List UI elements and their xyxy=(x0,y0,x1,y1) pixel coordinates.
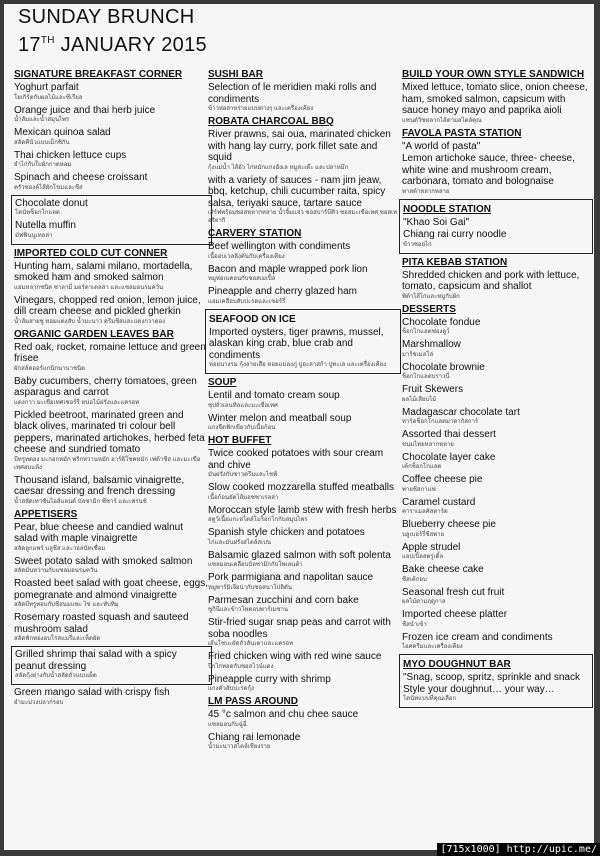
menu-item-thai: บีทรูทดอง มะกอกหมัก พริกหวานหมัก อาร์ติโชคหมัก เฟต้าชีส และมะเขือเทศอบแห้ง xyxy=(14,456,201,471)
menu-item: Winter melon and meatball soup xyxy=(208,412,352,424)
menu-item: Marshmallow xyxy=(402,339,461,350)
menu-item-thai: สลัดบีทรูทอบกับชีสนมแพะ ไข่ และทับทิม xyxy=(14,602,119,608)
section-heading: FAVOLA PASTA STATION xyxy=(402,127,522,139)
section-heading: DESSERTS xyxy=(402,303,456,315)
menu-item-thai: ไอศครีมและเครื่องเคียง xyxy=(402,644,463,650)
menu-item: Lentil and tomato cream soup xyxy=(208,390,340,401)
menu-item-thai: มัฟฟินนูเทลล่า xyxy=(15,232,53,239)
title-month-year: JANUARY 2015 xyxy=(60,34,207,56)
menu-item-thai: พิต้าไส้ไก่และหมูกับผัก xyxy=(402,293,460,300)
menu-item-thai: ผักสลัดออร์แกนิกนานาชนิด xyxy=(14,365,86,372)
menu-item-thai: น้ำมะนาวสไตล์เชียงราย xyxy=(208,744,271,750)
menu-item-thai: ปีกไก่ทอดกับซอสไวน์แดง xyxy=(208,663,274,670)
menu-item: Roasted beet salad with goat cheese, eggs, pomegranate and almond vinaigrette xyxy=(14,578,209,601)
menu-item-thai: ผลไม้เสียบไม้ xyxy=(402,396,437,403)
menu-item-thai: แฮมหลากชนิด ซาลามี่ มอร์ตาเดลล่า และแซลมอนรมควัน xyxy=(14,284,164,291)
section-heading: SOUP xyxy=(208,377,237,388)
menu-item-thai: ผลไม้ตามฤดูกาล xyxy=(402,599,446,605)
menu-item-thai: พาสต้าหลากหลาย xyxy=(402,188,450,195)
menu-item-thai: สลัดฟักทองอบโรสแมรี่และเห็ดผัด xyxy=(14,636,101,642)
menu-item: Imported cheese platter xyxy=(402,609,508,620)
menu-item-thai: แฮมเคลือบสับปะรดและเชอร์รี่ xyxy=(208,298,286,305)
menu-item-thai: ชีสนำเข้า xyxy=(402,621,427,628)
menu-item: "Khao Soi Gai" xyxy=(403,216,470,228)
menu-item-thai: แกงคั่วสับปะรดกุ้ง xyxy=(208,686,254,692)
menu-item: Seasonal fresh cut fruit xyxy=(402,586,505,598)
menu-item-thai: สลัดมันหวานกับแซลมอนรมควัน xyxy=(14,568,98,574)
menu-item-thai: สตูว์เนื้อแกะสไตล์โมร็อกโกกับสมุนไพร xyxy=(208,517,308,523)
menu-item: Rosemary roasted squash and sauteed mushroom salad xyxy=(14,612,189,635)
menu-item-thai: มันฝรั่งกับซาวครีมและไชฟ์ xyxy=(208,472,278,478)
menu-item: Chocolate fondue xyxy=(402,316,481,328)
menu-item-thai: ช็อกโกแลตฟองดูว์ xyxy=(402,329,450,335)
menu-item-thai: ช็อกโกแลตบราวนี่ xyxy=(402,374,450,380)
menu-item: Yoghurt parfait xyxy=(14,82,79,93)
boxed-group xyxy=(399,654,593,708)
section-heading: SIGNATURE BREAKFAST CORNER xyxy=(14,69,183,80)
menu-item-thai: ข้าวห่อสาหร่ายแบบต่างๆ และเครื่องเคียง xyxy=(208,106,314,112)
menu-item: Slow cooked mozzarella stuffed meatballs xyxy=(208,482,395,493)
menu-item-thai: สลัดลูกแพร์ บลูชีส และวอลนัทเชื่อม xyxy=(14,545,106,552)
menu-item-thai: ทาร์ตช็อกโกแลตมาดากัสการ์ xyxy=(402,419,479,425)
boxed-group xyxy=(11,195,212,245)
section-heading: NOODLE STATION xyxy=(403,203,491,215)
menu-item: Vinegars, chopped red onion, lemon juice, dill cream cheese and pickled gherkin xyxy=(14,294,201,317)
menu-item-thai: โดนัทแบบที่คุณเลือก xyxy=(403,696,457,702)
menu-item-thai: แซลมอนกับฉู่ฉี่ xyxy=(208,721,247,728)
menu-item-thai: เนื้อก้อนยัดไส้มอซซาเรลล่า xyxy=(208,494,279,501)
menu-item: Assorted thai dessert xyxy=(402,429,496,440)
menu-item-thai: แซนด์วิชหลากไส้ตามสไตล์คุณ xyxy=(402,117,482,124)
menu-item: Bake cheese cake xyxy=(402,564,484,575)
menu-item-thai: หมูพาร์มิเจียน่ากับซอสนาโปลิตัน xyxy=(208,584,292,591)
menu-item: Grilled shrimp thai salad with a spicy peanut dressing xyxy=(15,649,177,672)
menu-item: Orange juice and thai herb juice xyxy=(14,104,156,116)
menu-item-thai: น้ำส้มและน้ำสมุนไพร xyxy=(14,117,70,123)
menu-item-thai: หมูห่อเบคอนกับซอสเมเปิ้ล xyxy=(208,276,276,282)
menu-item: Pickled beetroot, marinated green and black olives, marinated tri colour bell peppers, marinated artichokes, herbed feta cheese and sundried tomato xyxy=(14,409,205,455)
menu-item: Beef wellington with condiments xyxy=(208,241,351,252)
menu-item: Apple strudel xyxy=(402,541,461,553)
menu-item-thai: ชีสเค้กอบ xyxy=(402,576,427,583)
boxed-group xyxy=(399,199,593,254)
menu-item-thai: มาร์ชเมลโล่ xyxy=(402,351,434,358)
menu-page xyxy=(4,4,594,850)
menu-item: Nutella muffin xyxy=(15,220,76,231)
menu-title xyxy=(18,6,207,57)
title-line1: SUNDAY BRUNCH xyxy=(18,6,195,28)
menu-item-thai: เส้นโซบะผัดถั่วลันเตาและแครอท xyxy=(208,641,294,647)
menu-item: Imported oysters, tiger prawns, mussel, alaskan king crab, blue crab and condiments xyxy=(209,326,384,361)
menu-item: "Snag, scoop, spritz, sprinkle and snack Style your doughnut… your way… xyxy=(403,672,580,695)
menu-item: Selection of le meridien maki rolls and condiments xyxy=(208,82,377,105)
menu-item: Blueberry cheese pie xyxy=(402,519,496,530)
menu-item-thai: คาราเมลคัสตาร์ด xyxy=(402,509,448,515)
menu-item: with a variety of sauces - nam jim jeaw, bbq, ketchup, chili cucumber raita, spicy salsa, teriyaki sauce, tartare sauce xyxy=(208,174,386,209)
menu-item: Pear, blue cheese and candied walnut salad with maple vinaigrette xyxy=(14,521,184,544)
menu-item-thai: สลัดกุ้งย่างกับน้ำสลัดถั่วแบบเผ็ด xyxy=(15,673,97,679)
menu-item-thai: น้ำส้มสายชู หอมแดงสับ น้ำมะนาว ครีมชีสและแตงกวาดอง xyxy=(14,318,166,325)
section-heading: ROBATA CHARCOAL BBQ xyxy=(208,116,334,127)
menu-item: Sweet potato salad with smoked salmon xyxy=(14,555,193,567)
menu-item: Green mango salad with crispy fish xyxy=(14,687,170,698)
menu-item-thai: ยำไก่กับใบผักกาดหอม xyxy=(14,162,72,168)
section-heading: BUILD YOUR OWN STYLE SANDWICH xyxy=(402,69,585,80)
title-day: 17 xyxy=(18,34,41,56)
section-heading: ORGANIC GARDEN LEAVES BAR xyxy=(14,328,174,340)
menu-item-thai: ข้าวซอยไก่ xyxy=(403,241,432,248)
section-heading: CARVERY STATION xyxy=(208,228,302,239)
boxed-group xyxy=(11,646,212,685)
menu-item-thai: น้ำสลัดเทาซันไอส์แลนด์ บัลซามิก ซีซาร์ และเฟรนช์ xyxy=(14,498,147,505)
menu-item: Hunting ham, salami milano, mortadella, smoked ham and smoked salmon xyxy=(14,260,193,283)
menu-item: Pork parmigiana and napolitan sauce xyxy=(208,572,374,583)
menu-item-thai: แซลมอนเคลือบบัลซามิกกับโพเลนต้า xyxy=(208,562,303,568)
menu-item-thai: ไก่และมันฝรั่งสไตล์สเปน xyxy=(208,539,272,546)
section-heading: IMPORTED COLD CUT CONNER xyxy=(14,247,168,259)
menu-item: Spinach and cheese croissant xyxy=(14,172,148,183)
menu-item-thai: โดนัทช็อกโกแลต xyxy=(15,210,60,216)
menu-item: Coffee cheese pie xyxy=(402,474,483,485)
menu-item: 45 °c salmon and chu chee sauce xyxy=(208,709,359,720)
menu-item: Chiang rai lemonade xyxy=(208,731,301,743)
section-heading: APPETISERS xyxy=(14,508,78,520)
menu-item: Chiang rai curry noodle xyxy=(403,229,507,240)
menu-item: Pineapple and cherry glazed ham xyxy=(208,286,357,297)
menu-item-thai: ซุปถั่วเลนทิลและมะเขือเทศ xyxy=(208,402,278,409)
menu-item: Mexican quinoa salad xyxy=(14,127,111,138)
menu-item-thai: หอยนางรม กุ้งลายเสือ หอยแมลงภู่ ปูอะลาสก้า ปูทะเล และเครื่องเคียง xyxy=(209,362,387,368)
menu-item: Chocolate donut xyxy=(15,197,88,209)
menu-item-thai: แตงกวา มะเขือเทศเชอร์รี่ หน่อไม้ฝรั่งและแครอท xyxy=(14,399,140,406)
menu-item-thai: ซูกินีและข้าวโพดอบพาร์เมซาน xyxy=(208,607,288,613)
menu-item: Caramel custard xyxy=(402,496,476,508)
menu-item: Thai chicken lettuce cups xyxy=(14,149,127,161)
title-day-suffix: TH xyxy=(40,35,55,46)
menu-item-thai: ขนมไทยหลากหลาย xyxy=(402,441,454,448)
section-heading: MYO DOUGHNUT BAR xyxy=(403,659,511,670)
menu-item-thai: เนื้ออบเวลลิงตันกับเครื่องเคียง xyxy=(208,253,285,260)
menu-item: Red oak, rocket, romaine lettuce and green frisee xyxy=(14,341,206,364)
menu-item: River prawns, sai oua, marinated chicken with hang lay curry, pork fillet sate and squid xyxy=(208,129,391,163)
menu-item: Fried chicken wing with red wine sauce xyxy=(208,651,382,662)
image-host-footer: [715x1000] http://upic.me/ xyxy=(437,843,600,856)
menu-item: Madagascar chocolate tart xyxy=(402,406,520,418)
menu-item: Parmesan zucchini and corn bake xyxy=(208,594,359,606)
menu-item: Frozen ice cream and condiments xyxy=(402,631,553,643)
menu-item: Fruit Skewers xyxy=(402,384,464,395)
title-line2 xyxy=(18,29,207,57)
menu-item: Baby cucumbers, cherry tomatoes, green asparagus and carrot xyxy=(14,375,197,398)
menu-item: Mixed lettuce, tomato slice, onion cheese, ham, smoked salmon, capsicum with sauce honey mayo and paprika aioli xyxy=(402,82,588,116)
section-heading: SEAFOOD ON ICE xyxy=(209,313,296,325)
menu-column-3 xyxy=(402,66,590,710)
menu-column-1 xyxy=(14,66,209,710)
menu-item: Shredded chicken and pork with lettuce, tomato, capsicum and shallot xyxy=(402,269,580,292)
menu-item: Twice cooked potatoes with sour cream and chive xyxy=(208,448,384,471)
section-heading: HOT BUFFET xyxy=(208,435,272,446)
menu-item: Pineapple curry with shrimp xyxy=(208,673,331,685)
menu-item: Moroccan style lamb stew with fresh herbs xyxy=(208,504,397,516)
menu-item: "A world of pasta" xyxy=(402,140,481,152)
menu-item-thai: สลัดคีนัวแบบเม็กซิกัน xyxy=(14,139,70,146)
menu-column-2 xyxy=(208,66,398,754)
menu-item: Balsamic glazed salmon with soft polenta xyxy=(208,549,391,561)
boxed-group xyxy=(205,309,401,375)
menu-item: Thousand island, balsamic vinaigrette, caesar dressing and french dressing xyxy=(14,474,185,497)
menu-item: Bacon and maple wrapped pork lion xyxy=(208,263,368,275)
menu-item-thai: โยเกิร์ตกับผลไม้และซีเรียล xyxy=(14,94,83,101)
menu-item-thai: ครัวซองต์ไส้ผักโขมและชีส xyxy=(14,184,83,191)
menu-item-thai: แกงจืดฟักเขียวกับเนื้อก้อน xyxy=(208,425,276,431)
menu-item-thai: ยำมะม่วงปลากรอบ xyxy=(14,699,64,706)
menu-item: Spanish style chicken and potatoes xyxy=(208,527,365,538)
menu-item: Chocolate brownie xyxy=(402,361,485,373)
section-heading: PITA KEBAB STATION xyxy=(402,256,508,268)
menu-item-thai: เสิร์ฟพร้อมซอสหลากหลาย น้ำจิ้มแจ่ว ซอสบาร์บีคิว ซอสมะเขือเทศ ซอสเทอริยากิ xyxy=(208,210,398,224)
menu-item: Chocolate layer cake xyxy=(402,451,496,463)
section-heading: SUSHI BAR xyxy=(208,69,264,80)
menu-item: Stir-fried sugar snap peas and carrot with soba noodles xyxy=(208,617,391,640)
menu-item-thai: เค้กช็อกโกแลต xyxy=(402,464,442,470)
menu-item-thai: แอปเปิ้ลสตรูเดิ้ล xyxy=(402,554,444,560)
menu-item-thai: บลูเบอร์รี่ชีสพาย xyxy=(402,531,444,538)
section-heading: LM PASS AROUND xyxy=(208,696,298,707)
menu-item: Lemon artichoke sauce, three- cheese, white wine and mushroom cream, carbonara, tomato and bolognaise xyxy=(402,153,575,187)
menu-item-thai: พายชีสกาแฟ xyxy=(402,486,436,493)
menu-item-thai: กุ้งแม่น้ำ ไส้อั่ว ไก่หมักแกงฮังเล หมูสะเต๊ะ และปลาหมึก xyxy=(208,164,349,171)
